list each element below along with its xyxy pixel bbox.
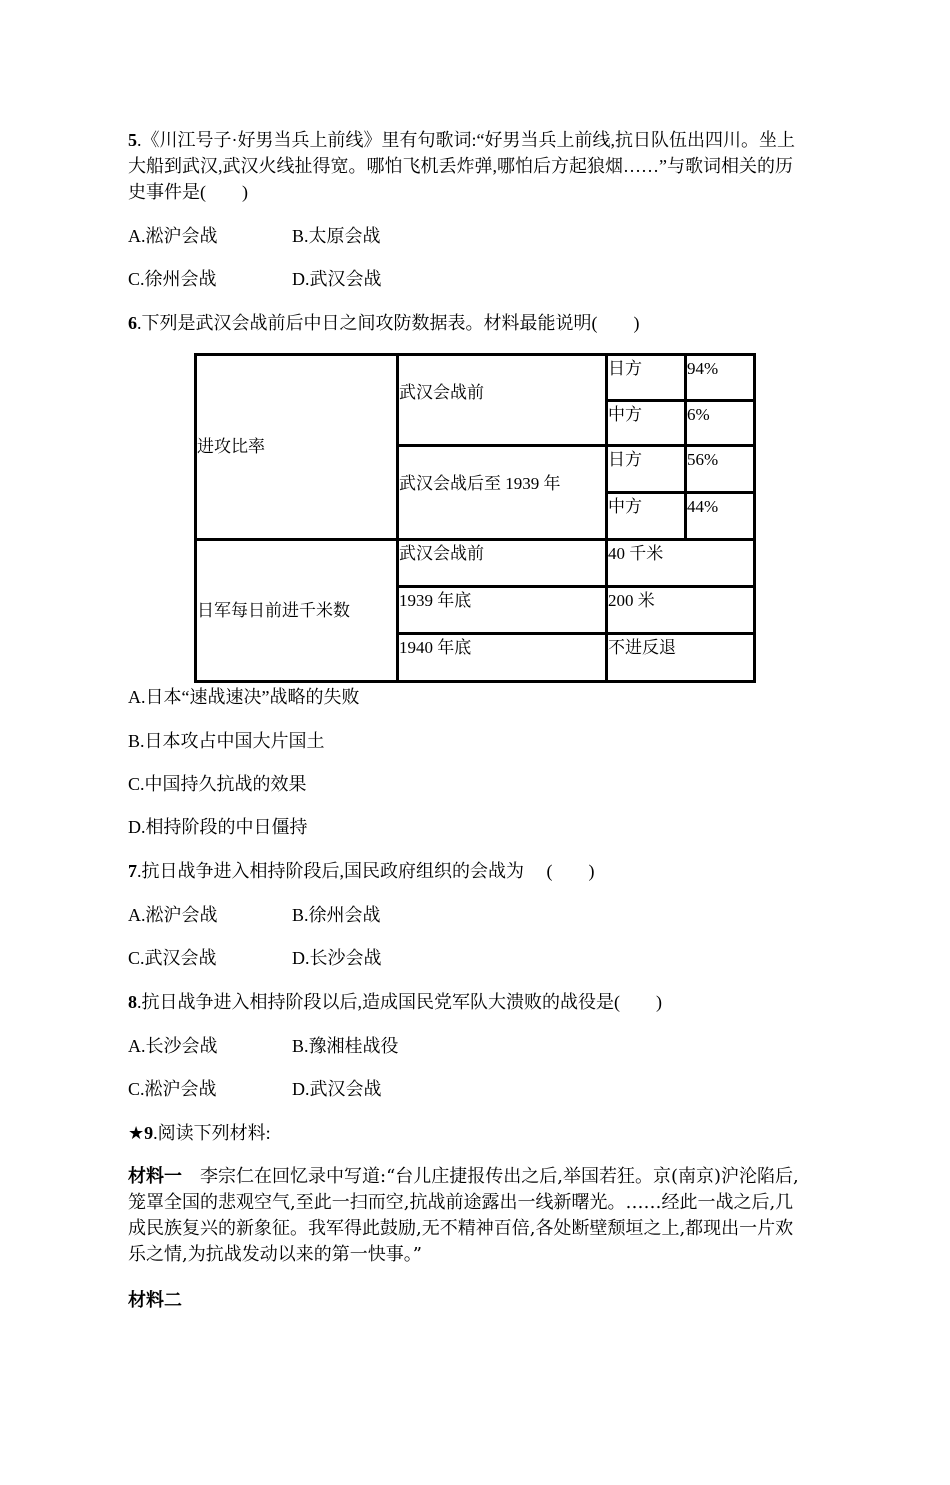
q7-option-c[interactable]: C.武汉会战: [128, 948, 217, 968]
table-advance-label-2: 1939 年底: [396, 585, 608, 635]
table-china-label-1: 中方: [605, 399, 687, 447]
material2-label: 材料二: [128, 1290, 182, 1310]
table-advance-value-3: 不进反退: [605, 632, 756, 683]
table-header-daily-advance: 日军每日前进千米数: [194, 538, 399, 683]
q8-option-d[interactable]: D.武汉会战: [292, 1079, 382, 1099]
q9-material1-line4: 乐之情,为抗战发动以来的第一快事。”: [128, 1244, 422, 1265]
q6-number: 6: [128, 313, 137, 333]
table-japan-label-1: 日方: [605, 353, 687, 402]
table-header-attack-ratio: 进攻比率: [194, 353, 399, 541]
q8-option-a[interactable]: A.长沙会战: [128, 1036, 218, 1056]
q6-option-a[interactable]: A.日本“速战速决”战略的失败: [128, 687, 360, 707]
q7-option-b[interactable]: B.徐州会战: [292, 905, 381, 925]
q8-option-b[interactable]: B.豫湘桂战役: [292, 1036, 399, 1056]
table-period-before: 武汉会战前: [396, 353, 608, 447]
q7-option-d[interactable]: D.长沙会战: [292, 948, 382, 968]
q8-option-c[interactable]: C.淞沪会战: [128, 1079, 217, 1099]
q5-line3: 史事件是( ): [128, 182, 248, 202]
q7-option-a[interactable]: A.淞沪会战: [128, 905, 218, 925]
q5-option-a[interactable]: A.淞沪会战: [128, 226, 218, 246]
q5-option-b[interactable]: B.太原会战: [292, 226, 381, 246]
table-china-value-1: 6%: [684, 399, 756, 447]
star-icon: ★: [128, 1123, 145, 1143]
q6-stem: 6.下列是武汉会战前后中日之间攻防数据表。材料最能说明( ): [128, 313, 640, 333]
table-advance-value-1: 40 千米: [605, 538, 756, 588]
q9-number: 9: [144, 1123, 154, 1143]
table-advance-label-3: 1940 年底: [396, 632, 608, 683]
q5-option-c[interactable]: C.徐州会战: [128, 269, 217, 289]
table-china-label-2: 中方: [605, 491, 687, 541]
q5-option-d[interactable]: D.武汉会战: [292, 269, 382, 289]
q5-line1: 5.《川江号子·好男当兵上前线》里有句歌词:“好男当兵上前线,抗日队伍出四川。坐上: [128, 130, 795, 150]
q6-option-b[interactable]: B.日本攻占中国大片国土: [128, 731, 325, 751]
q7-stem: 7.抗日战争进入相持阶段后,国民政府组织的会战为 ( ): [128, 861, 595, 881]
q9-material1-line3: 成民族复兴的新象征。我军得此鼓励,无不精神百倍,各处断壁颓垣之上,都现出一片欢: [128, 1218, 794, 1239]
table-advance-label-1: 武汉会战前: [396, 538, 608, 588]
q6-option-d[interactable]: D.相持阶段的中日僵持: [128, 817, 308, 837]
table-japan-value-2: 56%: [684, 444, 756, 494]
q6-option-c[interactable]: C.中国持久抗战的效果: [128, 774, 307, 794]
q9-material1-line2: 笼罩全国的悲观空气,至此一扫而空,抗战前途露出一线新曙光。……经此一战之后,几: [128, 1192, 794, 1213]
q9-stem: ★9.阅读下列材料:: [128, 1123, 271, 1143]
q7-number: 7: [128, 861, 137, 881]
material1-label: 材料一: [128, 1166, 182, 1187]
q8-number: 8: [128, 992, 137, 1012]
q5-number: 5: [128, 130, 137, 150]
table-japan-label-2: 日方: [605, 444, 687, 494]
table-japan-value-1: 94%: [684, 353, 756, 402]
table-china-value-2: 44%: [684, 491, 756, 541]
q8-stem: 8.抗日战争进入相持阶段以后,造成国民党军队大溃败的战役是( ): [128, 992, 662, 1012]
q5-line2: 大船到武汉,武汉火线扯得宽。哪怕飞机丢炸弹,哪怕后方起狼烟……”与歌词相关的历: [128, 156, 793, 176]
table-period-after: 武汉会战后至 1939 年: [396, 444, 608, 541]
q6-data-table: [194, 353, 756, 683]
q9-material1-line1: 材料一 李宗仁在回忆录中写道:“台儿庄捷报传出之后,举国若狂。京(南京)沪沦陷后,: [128, 1166, 799, 1187]
table-advance-value-2: 200 米: [605, 585, 756, 635]
